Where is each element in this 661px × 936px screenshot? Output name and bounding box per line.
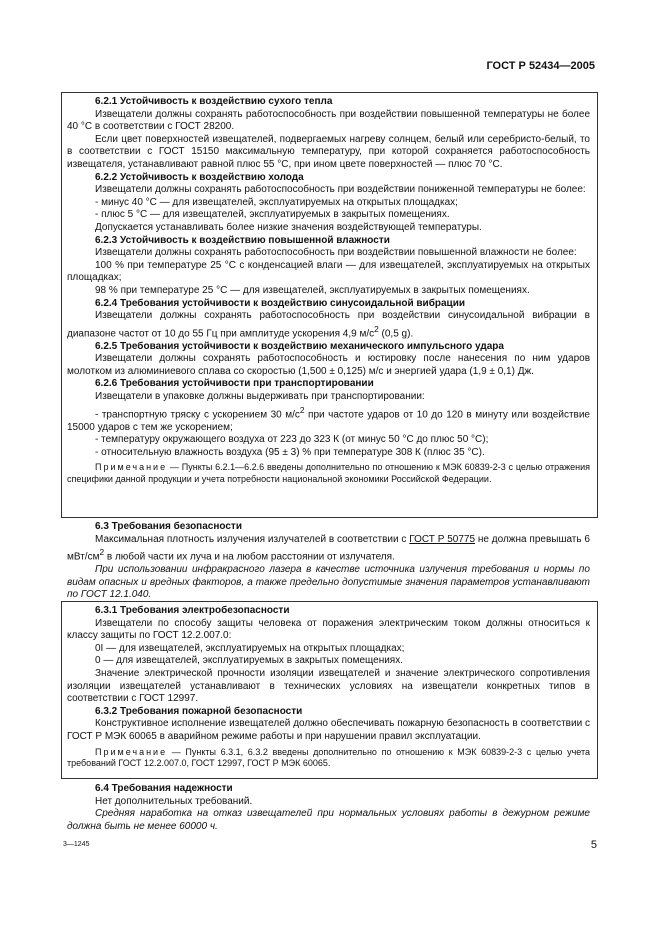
heading-6-3-1: 6.3.1 Требования электробезопасности <box>95 605 290 616</box>
heading-6-4: 6.4 Требования надежности <box>95 783 233 794</box>
heading-6-2-6: 6.2.6 Требования устойчивости при транспортировании <box>95 378 374 390</box>
paragraph: Извещатели должны сохранять работоспособность при воздействии пониженной температуры не более: <box>95 184 586 196</box>
list-item <box>67 404 590 435</box>
section-safety-requirements <box>67 521 590 602</box>
list-item: 98 % при температуре 25 °С — для извещателей, эксплуатируемых в закрытых помещениях. <box>95 284 530 296</box>
heading-6-2-5: 6.2.5 Требования устойчивости к воздействию механического импульсного удара <box>95 340 504 352</box>
paragraph-italic: Средняя наработка на отказ извещателей при нормальных условиях работы в дежурном режиме должна быть не менее 60000 ч. <box>67 808 590 832</box>
list-item: - минус 40 °С — для извещателей, эксплуатируемых на открытых площадках; <box>95 196 458 208</box>
paragraph <box>67 534 590 565</box>
list-item: - плюс 5 °С — для извещателей, эксплуатируемых в закрытых помещениях. <box>95 209 450 221</box>
paragraph: Извещатели должны сохранять работоспособность и юстировку после нанесения по ним ударов молотком из алюминиевого сплава со скоростью (1,500 ± 0,125) м/с и энергией удара (1,9 ± 0,1) Дж. <box>67 353 590 377</box>
footer-code: 3—1245 <box>63 841 90 848</box>
section-environmental-resistance <box>67 96 590 485</box>
heading-6-2-3: 6.2.3 Устойчивость к воздействию повышенной влажности <box>95 234 390 246</box>
note-label: Примечание <box>95 746 168 757</box>
note <box>67 462 590 485</box>
heading-6-2-1: 6.2.1 Устойчивость к воздействию сухого тепла <box>95 96 333 107</box>
heading-6-3: 6.3 Требования безопасности <box>95 521 242 532</box>
superscript: 2 <box>299 404 305 415</box>
text-span: Максимальная плотность излучения излучателей в соответствии с <box>95 533 410 545</box>
heading-6-3-2: 6.3.2 Требования пожарной безопасности <box>95 705 303 717</box>
paragraph: Допускается устанавливать более низкие значения воздействующей температуры. <box>95 221 482 233</box>
paragraph: Конструктивное исполнение извещателей должно обеспечивать пожарную безопасность в соответствии с ГОСТ Р МЭК 60065 в аварийном режиме работы и при нарушении правил эксплуатации. <box>67 718 590 742</box>
text-span: (0,5 g). <box>378 328 414 340</box>
paragraph <box>67 310 590 341</box>
list-item: 0 — для извещателей, эксплуатируемых в закрытых помещениях. <box>95 655 403 667</box>
superscript: 2 <box>374 323 379 334</box>
note-text: — Пункты 6.3.1, 6.3.2 введены дополнительно по отношению к МЭК 60839-2-3 с целью учета требований ГОСТ 12.2.007.0, ГОСТ 12997, ГОСТ Р МЭК 60065. <box>67 746 590 769</box>
note-text: — Пункты 6.2.1—6.2.6 введены дополнительно по отношению к МЭК 60839-2-3 с целью отражения специфики данной продукции и учета потребности национальной экономики Российской Федерации. <box>67 462 590 484</box>
heading-6-2-2: 6.2.2 Устойчивость к воздействию холода <box>95 171 304 183</box>
paragraph: Значение электрической прочности изоляции извещателей и значение электрического сопротивления изоляции извещателей устанавливают в технических условиях на извещатели конкретных типов в соответствии с ГОСТ 12997. <box>67 667 590 705</box>
text-span: - транспортную тряску с ускорением 30 м/с <box>95 408 300 420</box>
superscript: 2 <box>99 547 105 558</box>
list-item: 100 % при температуре 25 °С с конденсацией влаги — для извещателей, эксплуатируемых на открытых площадках; <box>67 259 590 284</box>
list-item: - температуру окружающего воздуха от 223 до 323 К (от минус 50 °С до плюс 50 °С); <box>95 434 489 446</box>
text-span: не должна превышать 6 мВт/см <box>67 533 590 563</box>
list-item: 0I — для извещателей, эксплуатируемых на открытых площадках; <box>95 642 405 654</box>
text-span: в любой части их луча и на любом расстоянии от излучателя. <box>104 551 395 563</box>
text-span: Извещатели должны сохранять работоспособность при воздействии синусоидальной вибрации в диапазоне частот от 10 до 55 Гц при амплитуде ускорения 4,9 м/с <box>67 310 590 340</box>
paragraph: Извещатели по способу защиты человека от поражения электрическим током должны относиться к классу защиты по ГОСТ 12.2.007.0: <box>67 617 590 642</box>
note-label: Примечание <box>95 462 168 473</box>
paragraph: Извещатели должны сохранять работоспособность при воздействии повышенной влажности не более: <box>95 247 577 259</box>
document-header: ГОСТ Р 52434—2005 <box>486 60 595 72</box>
page-number: 5 <box>590 839 597 851</box>
paragraph: Если цвет поверхностей извещателей, подвергаемых нагреву солнцем, белый или серебристо-белый, то в соответствии с ГОСТ 15150 максимальную температуру, при которой сохраняется работоспособность извещателя, устанавливают равной плюс 55 °С, при ином цвете поверхностей — плюс 70 °С. <box>67 133 590 170</box>
paragraph: Нет дополнительных требований. <box>95 795 253 807</box>
standard-reference-link[interactable]: ГОСТ Р 50775 <box>409 533 476 545</box>
section-electrical-fire-safety <box>67 605 590 770</box>
note <box>67 747 590 770</box>
paragraph: Извещатели должны сохранять работоспособность при воздействии повышенной температуры не более 40 °С в соответствии с ГОСТ 28200. <box>67 108 590 133</box>
heading-6-2-4: 6.2.4 Требования устойчивости к воздействию синусоидальной вибрации <box>95 297 465 309</box>
section-reliability <box>67 783 590 833</box>
list-item: - относительную влажность воздуха (95 ± 3) % при температуре 308 К (плюс 35 °С). <box>95 446 485 458</box>
paragraph: Извещатели в упаковке должны выдерживать при транспортировании: <box>95 390 425 402</box>
paragraph-italic: При использовании инфракрасного лазера в качестве источника излучения требования и нормы по видам опасных и вредных факторов, а также предельно допустимые значения параметров устанавливают по ГОСТ 12.1.040. <box>67 564 590 601</box>
text-span: при частоте ударов от 10 до 120 в минуту или воздействие 15000 ударов с тем же ускорением; <box>67 408 590 433</box>
